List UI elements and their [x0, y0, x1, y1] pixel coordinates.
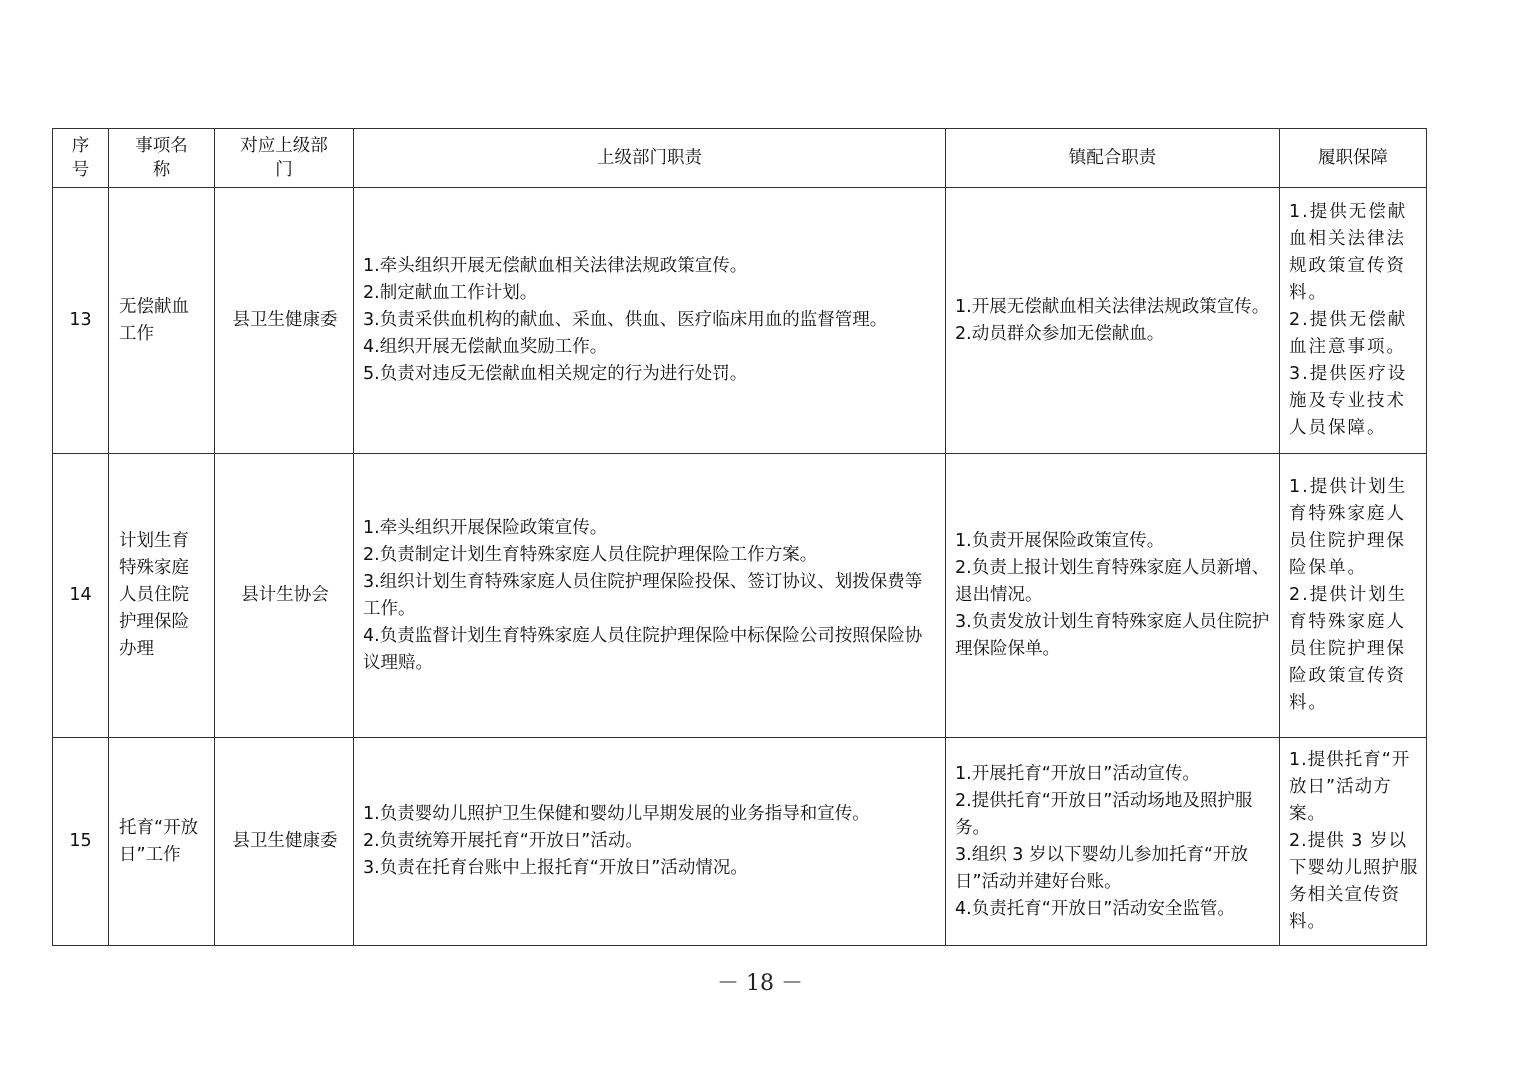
row-number: 13	[53, 188, 109, 454]
town-duty-item: 1.开展无偿献血相关法律法规政策宣传。	[955, 296, 1270, 317]
guarantee-item: 1.提供计划生育特殊家庭人员住院护理保险保单。	[1289, 477, 1408, 578]
table-row	[53, 188, 1427, 454]
town-duty-cell	[946, 454, 1280, 738]
header-upper-duty: 上级部门职责	[354, 129, 946, 188]
department: 县计生协会	[215, 454, 354, 738]
upper-duty-cell	[354, 188, 946, 454]
town-duty-item: 1.开展托育“开放日”活动宣传。	[955, 763, 1200, 784]
guarantee-cell	[1280, 188, 1427, 454]
guarantee-item: 3.提供医疗设施及专业技术人员保障。	[1289, 364, 1408, 438]
page-number: － 18 －	[717, 971, 803, 996]
header-guarantee: 履职保障	[1280, 129, 1427, 188]
guarantee-cell	[1280, 454, 1427, 738]
department: 县卫生健康委	[215, 738, 354, 946]
town-duty-item: 2.负责上报计划生育特殊家庭人员新增、退出情况。	[955, 558, 1270, 605]
header-name: 事项名称	[109, 129, 215, 188]
town-duty-item: 4.负责托育“开放日”活动安全监管。	[955, 898, 1235, 919]
upper-duty-item: 5.负责对违反无偿献血相关规定的行为进行处罚。	[363, 364, 748, 384]
town-duty-item: 2.提供托育“开放日”活动场地及照护服务。	[955, 790, 1253, 838]
upper-duty-item: 1.负责婴幼儿照护卫生保健和婴幼儿早期发展的业务指导和宣传。	[363, 804, 870, 824]
guarantee-item: 1.提供托育“开放日”活动方案。	[1289, 750, 1411, 824]
guarantee-item: 2.提供计划生育特殊家庭人员住院护理保险政策宣传资料。	[1289, 585, 1408, 713]
table-row	[53, 738, 1427, 946]
item-name: 无偿献血工作	[109, 188, 215, 454]
upper-duty-item: 3.组织计划生育特殊家庭人员住院护理保险投保、签订协议、划拨保费等工作。	[363, 571, 923, 619]
header-dept: 对应上级部门	[215, 129, 354, 188]
guarantee-cell	[1280, 738, 1427, 946]
upper-duty-cell	[354, 454, 946, 738]
upper-duty-cell	[354, 738, 946, 946]
upper-duty-item: 3.负责在托育台账中上报托育“开放日”活动情况。	[363, 858, 748, 878]
upper-duty-item: 2.负责统筹开展托育“开放日”活动。	[363, 831, 643, 851]
item-name: 计划生育特殊家庭人员住院护理保险办理	[109, 454, 215, 738]
item-name: 托育“开放日”工作	[109, 738, 215, 946]
guarantee-item: 1.提供无偿献血相关法律法规政策宣传资料。	[1289, 202, 1408, 303]
town-duty-item: 3.组织 3 岁以下婴幼儿参加托育“开放日”活动并建好台账。	[955, 844, 1249, 892]
header-no: 序号	[53, 129, 109, 188]
header-town-duty: 镇配合职责	[946, 129, 1280, 188]
department: 县卫生健康委	[215, 188, 354, 454]
row-number: 14	[53, 454, 109, 738]
row-number: 15	[53, 738, 109, 946]
duty-table	[52, 128, 1427, 946]
upper-duty-item: 1.牵头组织开展无偿献血相关法律法规政策宣传。	[363, 256, 748, 276]
town-duty-item: 3.负责发放计划生育特殊家庭人员住院护理保险保单。	[955, 612, 1270, 659]
upper-duty-item: 1.牵头组织开展保险政策宣传。	[363, 517, 608, 538]
guarantee-item: 2.提供 3 岁以下婴幼儿照护服务相关宣传资料。	[1289, 831, 1419, 932]
table-header-row	[53, 129, 1427, 188]
upper-duty-item: 4.负责监督计划生育特殊家庭人员住院护理保险中标保险公司按照保险协议理赔。	[363, 625, 923, 673]
table-row	[53, 454, 1427, 738]
guarantee-item: 2.提供无偿献血注意事项。	[1289, 310, 1408, 357]
town-duty-cell	[946, 738, 1280, 946]
upper-duty-item: 4.组织开展无偿献血奖励工作。	[363, 337, 608, 357]
town-duty-item: 2.动员群众参加无偿献血。	[955, 323, 1165, 344]
upper-duty-item: 2.负责制定计划生育特殊家庭人员住院护理保险工作方案。	[363, 544, 818, 565]
town-duty-cell	[946, 188, 1280, 454]
upper-duty-item: 2.制定献血工作计划。	[363, 283, 538, 303]
town-duty-item: 1.负责开展保险政策宣传。	[955, 531, 1165, 551]
upper-duty-item: 3.负责采供血机构的献血、采血、供血、医疗临床用血的监督管理。	[363, 310, 888, 330]
